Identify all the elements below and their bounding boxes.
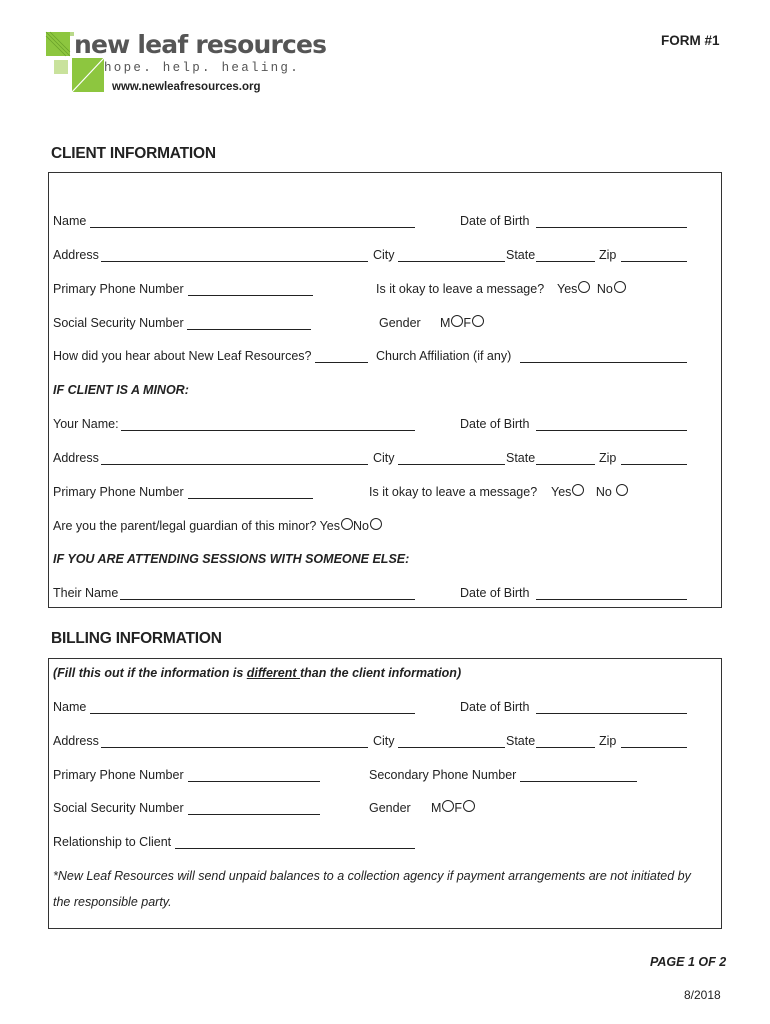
billing-gender-f-radio[interactable]: [463, 800, 475, 812]
client-address-label: Address: [53, 248, 99, 262]
minor-dob-label: Date of Birth: [460, 417, 530, 431]
billing-ssn-label: Social Security Number: [53, 801, 184, 815]
billing-relationship-field[interactable]: [175, 848, 415, 849]
billing-disclaimer-line1: *New Leaf Resources will send unpaid balances to a collection agency if payment arrangements are not initiated by: [53, 869, 691, 883]
client-state-field[interactable]: [536, 261, 595, 262]
billing-zip-field[interactable]: [621, 747, 687, 748]
minor-guardian-no-label: No: [353, 519, 369, 533]
minor-guardian-row: [53, 518, 382, 533]
minor-heading: IF CLIENT IS A MINOR:: [53, 383, 189, 397]
billing-note-emphasis: different: [246, 666, 300, 680]
form-revision-date: 8/2018: [684, 988, 721, 1002]
client-message-options: [557, 281, 626, 296]
billing-secondary-phone-field[interactable]: [520, 781, 637, 782]
minor-zip-field[interactable]: [621, 464, 687, 465]
attending-dob-field[interactable]: [536, 599, 687, 600]
client-phone-field[interactable]: [188, 295, 313, 296]
client-message-no-radio[interactable]: [614, 281, 626, 293]
billing-note-post: than the client information): [300, 666, 462, 680]
attending-their-name-field[interactable]: [120, 599, 415, 600]
billing-city-field[interactable]: [398, 747, 505, 748]
billing-address-label: Address: [53, 734, 99, 748]
client-gender-f-label: F: [463, 316, 472, 330]
client-name-label: Name: [53, 214, 87, 228]
client-ssn-label: Social Security Number: [53, 316, 184, 330]
billing-dob-field[interactable]: [536, 713, 687, 714]
page-indicator: PAGE 1 OF 2: [650, 955, 727, 969]
minor-guardian-no-radio[interactable]: [370, 518, 382, 530]
billing-zip-label: Zip: [599, 734, 617, 748]
minor-city-label: City: [373, 451, 395, 465]
client-ssn-field[interactable]: [187, 329, 311, 330]
client-message-question: Is it okay to leave a message?: [376, 282, 545, 296]
minor-message-question: Is it okay to leave a message?: [369, 485, 538, 499]
client-gender-m-radio[interactable]: [451, 315, 463, 327]
client-referral-label: How did you hear about New Leaf Resources?: [53, 349, 312, 363]
client-gender-m-label: M: [440, 316, 451, 330]
billing-section-title: BILLING INFORMATION: [51, 630, 222, 647]
client-church-field[interactable]: [520, 362, 687, 363]
billing-gender-f-label: F: [454, 801, 463, 815]
minor-state-field[interactable]: [536, 464, 595, 465]
minor-your-name-label: Your Name:: [53, 417, 119, 431]
billing-secondary-phone-label: Secondary Phone Number: [369, 768, 517, 782]
minor-zip-label: Zip: [599, 451, 617, 465]
minor-guardian-yes-label: Yes: [319, 519, 341, 533]
minor-your-name-field[interactable]: [121, 430, 415, 431]
attending-heading: IF YOU ARE ATTENDING SESSIONS WITH SOMEONE ELSE:: [53, 552, 410, 566]
minor-phone-field[interactable]: [188, 498, 313, 499]
client-city-field[interactable]: [398, 261, 505, 262]
client-message-no-label: No: [596, 282, 613, 296]
minor-message-no-radio[interactable]: [616, 484, 628, 496]
form-number: FORM #1: [661, 33, 720, 48]
billing-state-label: State: [506, 734, 536, 748]
billing-phone-field[interactable]: [188, 781, 320, 782]
billing-name-field[interactable]: [90, 713, 415, 714]
billing-gender-m-radio[interactable]: [442, 800, 454, 812]
client-zip-field[interactable]: [621, 261, 687, 262]
minor-message-options: [551, 484, 628, 499]
minor-address-label: Address: [53, 451, 99, 465]
minor-guardian-yes-radio[interactable]: [341, 518, 353, 530]
minor-message-yes-label: Yes: [551, 485, 572, 499]
client-state-label: State: [506, 248, 536, 262]
minor-dob-field[interactable]: [536, 430, 687, 431]
minor-state-label: State: [506, 451, 536, 465]
minor-phone-label: Primary Phone Number: [53, 485, 184, 499]
client-phone-label: Primary Phone Number: [53, 282, 184, 296]
logo-text: new leaf resources: [74, 30, 327, 59]
logo-tagline: hope. help. healing.: [104, 61, 301, 75]
billing-info-box: [48, 658, 722, 929]
billing-name-label: Name: [53, 700, 87, 714]
billing-gender-m-label: M: [431, 801, 442, 815]
client-gender-options: [440, 315, 484, 330]
billing-note: [53, 666, 461, 680]
billing-address-field[interactable]: [101, 747, 368, 748]
minor-guardian-question: Are you the parent/legal guardian of this minor?: [53, 519, 317, 533]
minor-message-no-label: No: [595, 485, 612, 499]
client-dob-label: Date of Birth: [460, 214, 530, 228]
client-church-label: Church Affiliation (if any): [376, 349, 512, 363]
billing-state-field[interactable]: [536, 747, 595, 748]
billing-ssn-field[interactable]: [188, 814, 320, 815]
client-zip-label: Zip: [599, 248, 617, 262]
billing-note-pre: (Fill this out if the information is: [53, 666, 247, 680]
client-address-field[interactable]: [101, 261, 368, 262]
billing-gender-label: Gender: [369, 801, 411, 815]
billing-disclaimer-line2: the responsible party.: [53, 895, 172, 909]
client-gender-f-radio[interactable]: [472, 315, 484, 327]
client-message-yes-label: Yes: [557, 282, 578, 296]
client-referral-field[interactable]: [315, 362, 368, 363]
minor-address-field[interactable]: [101, 464, 368, 465]
website-url[interactable]: www.newleafresources.org: [112, 81, 261, 93]
client-dob-field[interactable]: [536, 227, 687, 228]
client-message-yes-radio[interactable]: [578, 281, 590, 293]
minor-message-yes-radio[interactable]: [572, 484, 584, 496]
client-section-title: CLIENT INFORMATION: [51, 145, 216, 162]
billing-gender-options: [431, 800, 475, 815]
billing-dob-label: Date of Birth: [460, 700, 530, 714]
client-city-label: City: [373, 248, 395, 262]
billing-phone-label: Primary Phone Number: [53, 768, 184, 782]
client-gender-label: Gender: [379, 316, 421, 330]
billing-relationship-label: Relationship to Client: [53, 835, 172, 849]
attending-their-name-label: Their Name: [53, 586, 119, 600]
minor-city-field[interactable]: [398, 464, 505, 465]
client-name-field[interactable]: [90, 227, 415, 228]
billing-city-label: City: [373, 734, 395, 748]
attending-dob-label: Date of Birth: [460, 586, 530, 600]
